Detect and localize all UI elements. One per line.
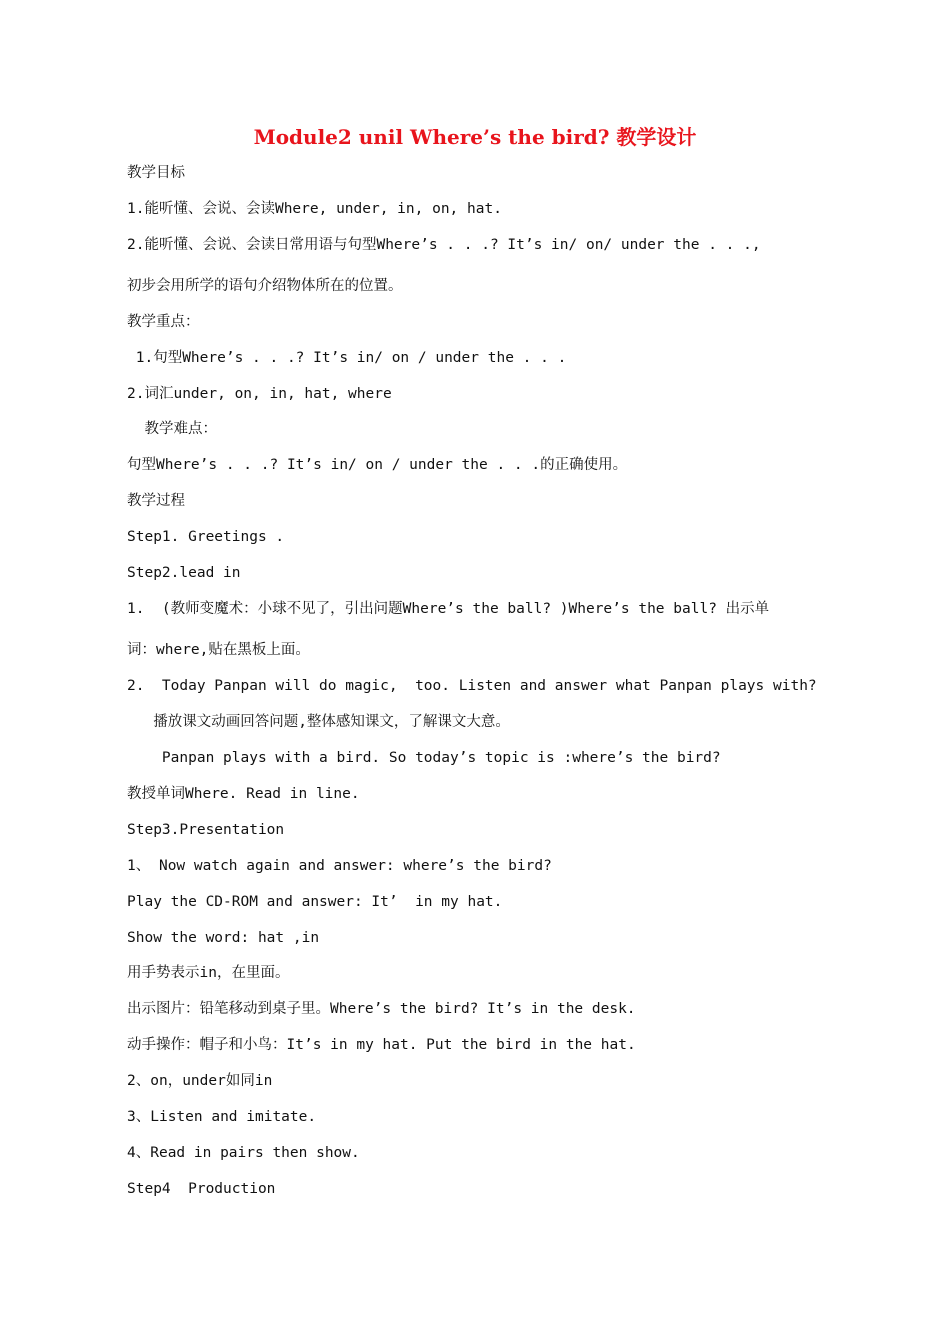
doc-line: 教学目标 <box>127 165 185 181</box>
doc-line: Panpan plays with a bird. So today’s topic is :where’s the bird? <box>127 750 721 766</box>
doc-line: Step2.lead in <box>127 565 241 581</box>
doc-line: 出示图片：铅笔移动到桌子里。Where’s the bird? It’s in the desk. <box>127 1001 636 1017</box>
doc-line: 句型Where’s . . .? It’s in/ on / under the . . .的正确使用。 <box>127 457 628 473</box>
doc-line: 教学过程 <box>127 493 185 509</box>
doc-line: 2.词汇under, on, in, hat, where <box>127 386 392 402</box>
doc-line: 2.能听懂、会说、会读日常用语与句型Where’s . . .? It’s in/ on/ under the . . ., <box>127 237 761 253</box>
document-title: Module2 unil Where’s the bird? 教学设计 <box>253 125 697 149</box>
doc-line: 动手操作：帽子和小鸟：It’s in my hat. Put the bird in the hat. <box>127 1037 636 1053</box>
doc-line: 1.句型Where’s . . .? It’s in/ on / under the . . . <box>127 350 567 366</box>
doc-line: 教授单词Where. Read in line. <box>127 786 360 802</box>
doc-line: 词：where,贴在黑板上面。 <box>127 642 310 658</box>
doc-line: 1.能听懂、会说、会读Where, under, in, on, hat. <box>127 201 502 217</box>
doc-line: 教学重点： <box>127 314 200 330</box>
doc-line: Step3.Presentation <box>127 822 285 838</box>
doc-line: 2、on，under如同in <box>127 1073 273 1089</box>
doc-line: 3、Listen and imitate. <box>127 1109 317 1125</box>
doc-line: 用手势表示in，在里面。 <box>127 965 290 981</box>
doc-line: 1. (教师变魔术：小球不见了，引出问题Where’s the ball? )Where’s the ball? 出示单 <box>127 601 770 617</box>
doc-line: 教学难点： <box>127 421 217 437</box>
doc-line: 播放课文动画回答问题,整体感知课文，了解课文大意。 <box>127 714 510 730</box>
doc-line: 4、Read in pairs then show. <box>127 1145 360 1161</box>
doc-line: Play the CD-ROM and answer: It’ in my hat. <box>127 894 503 910</box>
doc-line: Show the word: hat ,in <box>127 930 320 946</box>
doc-line: 2. Today Panpan will do magic, too. Listen and answer what Panpan plays with? <box>127 678 817 694</box>
doc-line: 1、 Now watch again and answer: where’s the bird? <box>127 858 552 874</box>
doc-line: 初步会用所学的语句介绍物体所在的位置。 <box>127 278 403 294</box>
doc-line: Step4 Production <box>127 1181 276 1197</box>
doc-line: Step1. Greetings . <box>127 529 285 545</box>
